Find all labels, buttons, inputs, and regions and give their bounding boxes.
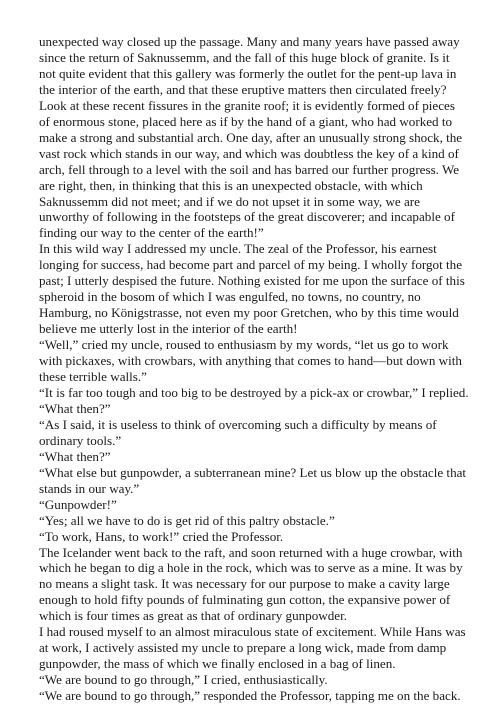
paragraph-icelander-crowbar: The Icelander went back to the raft, and soon returned with a huge crowbar, with which he began to dig a hole in the rock, which was to serve as a mine. It was by no means a slight task. It was necessary for our purpose to make a cavity large enough to hold fifty pounds of fulminating gun cotton, the expansive power of which is four times as great as that of ordinary gunpowder. <box>39 544 463 624</box>
paragraph-too-tough: “It is far too tough and too big to be destroyed by a pick-ax or crowbar,” I replied. <box>39 384 469 400</box>
paragraph-passage-blocked: unexpected way closed up the passage. Many and many years have passed away since the return of Saknussemm, and the fall of this huge block of granite. Is it not quite evident that this gallery was formerly the outlet for the pent-up lava in the interior of the earth, and that these eruptive matters then circulated freely? Look at these recent fissures in the granite roof; it is evidently formed of pieces of enormous stone, placed here as if by the hand of a giant, who had worked to make a strong and substantial arch. One day, after an unusually strong shock, the vast rock which stands in our way, and which was doubtless the key of a kind of arch, fell through to a level with the soil and has barred our further progress. We are right, then, in thinking that this is an unexpected obstacle, with which Saknussemm did not meet; and if we do not upset it in some way, we are unworthy of following in the footsteps of the great discoverer; and incapable of finding our way to the center of the earth!” <box>39 34 463 241</box>
paragraph-uncle-roused: “Well,” cried my uncle, roused to enthusiasm by my words, “let us go to work with pickaxes, with crowbars, with anything that comes to hand—but down with these terrible walls.” <box>39 337 462 385</box>
paragraph-what-then-2: “What then?” <box>39 448 111 464</box>
book-page <box>39 34 469 704</box>
paragraph-bound-to-go-1: “We are bound to go through,” I cried, enthusiastically. <box>39 672 328 688</box>
paragraph-ordinary-tools: “As I said, it is useless to think of overcoming such a difficulty by means of ordinary tools.” <box>39 416 437 448</box>
paragraph-gunpowder-exclaim: “Gunpowder!” <box>39 496 117 512</box>
paragraph-gunpowder-mine: “What else but gunpowder, a subterranean mine? Let us blow up the obstacle that stands in our way.” <box>39 464 467 496</box>
paragraph-wild-way: In this wild way I addressed my uncle. The zeal of the Professor, his earnest longing for success, had become part and parcel of my being. I wholly forgot the past; I utterly despised the future. Nothing existed for me upon the surface of this spheroid in the bosom of which I was engulfed, no towns, no country, no Hamburg, no Königstrasse, not even my poor Gretchen, who by this time would believe me utterly lost in the interior of the earth! <box>39 241 465 337</box>
paragraph-what-then-1: “What then?” <box>39 400 111 416</box>
paragraph-excitement-wick: I had roused myself to an almost miraculous state of excitement. While Hans was at work, I actively assisted my uncle to prepare a long wick, made from damp gunpowder, the mass of which we finally enclosed in a bag of linen. <box>39 624 466 672</box>
paragraph-bound-to-go-2: “We are bound to go through,” responded the Professor, tapping me on the back. <box>39 688 461 704</box>
paragraph-to-work-hans: “To work, Hans, to work!” cried the Professor. <box>39 528 284 544</box>
paragraph-paltry-obstacle: “Yes; all we have to do is get rid of this paltry obstacle.” <box>39 512 335 528</box>
